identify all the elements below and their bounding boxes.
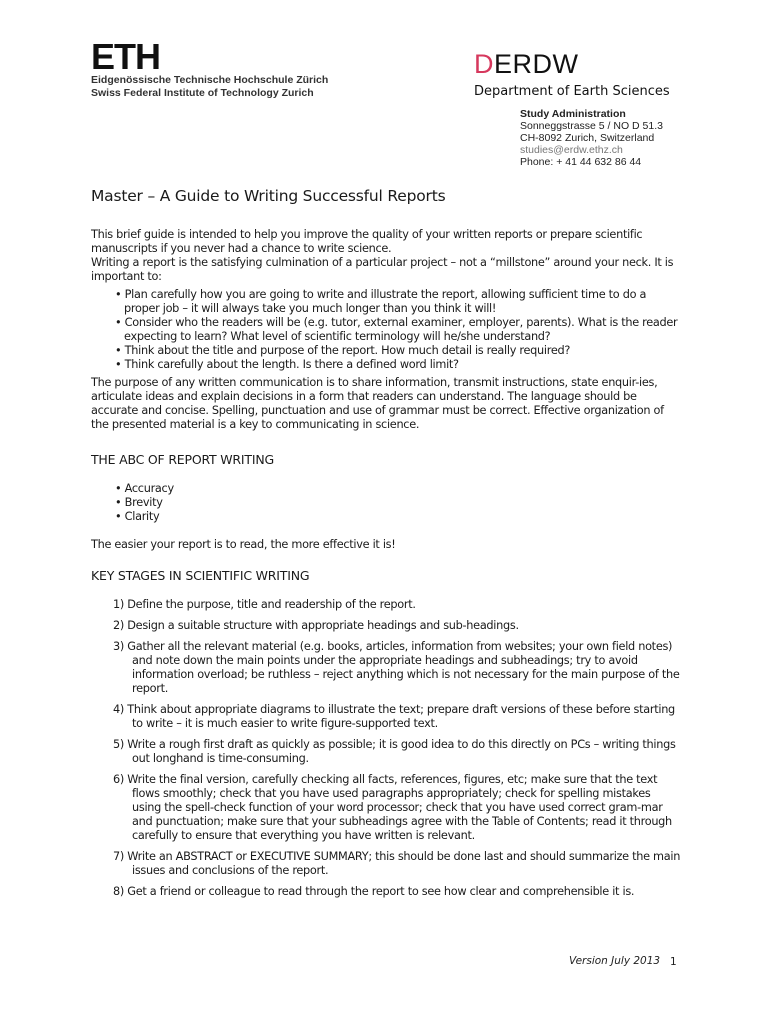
derdw-wordmark — [474, 50, 670, 78]
abc-list — [115, 482, 681, 524]
stage-item: 8) Get a friend or colleague to read through the report to see how clear and comprehensible it is. — [113, 885, 635, 898]
important-list — [91, 288, 681, 372]
list-item: • Clarity — [115, 510, 681, 524]
intro-paragraph-2: Writing a report is the satisfying culmination of a particular project – not a “millstone” around your neck. It is important to: — [91, 256, 674, 283]
document-title: Master – A Guide to Writing Successful Reports — [91, 187, 446, 205]
stage-item: 4) Think about appropriate diagrams to illustrate the text; prepare draft versions of these before starting to write – it is much easier to write figure-supported text. — [113, 703, 675, 730]
eth-logo — [91, 36, 329, 100]
easier-paragraph: The easier your report is to read, the more effective it is! — [91, 538, 396, 551]
derdw-logo — [474, 50, 670, 99]
contact-phone: Phone: + 41 44 632 86 44 — [520, 156, 642, 168]
contact-heading: Study Administration — [520, 108, 626, 120]
stages-list — [113, 598, 681, 899]
document-body — [91, 186, 681, 906]
department-name: Department of Earth Sciences — [474, 84, 670, 99]
list-item: • Think about the title and purpose of the report. How much detail is really required? — [115, 344, 681, 358]
stages-heading: KEY STAGES IN SCIENTIFIC WRITING — [91, 568, 310, 583]
intro-paragraph-1: This brief guide is intended to help you improve the quality of your written reports or prepare scientific manuscripts if you never had a chance to write science. — [91, 228, 643, 255]
version-label: Version July 2013 — [569, 955, 661, 967]
eth-wordmark: ETH — [91, 36, 160, 77]
list-item: • Accuracy — [115, 482, 681, 496]
eth-name-english: Swiss Federal Institute of Technology Zurich — [91, 87, 314, 99]
stage-item: 7) Write an ABSTRACT or EXECUTIVE SUMMARY; this should be done last and should summarize the main issues and conclusions of the report. — [113, 850, 681, 877]
contact-email[interactable]: studies@erdw.ethz.ch — [520, 144, 623, 156]
eth-name-german: Eidgenössische Technische Hochschule Zürich — [91, 74, 329, 86]
stage-item: 3) Gather all the relevant material (e.g. books, articles, information from websites; your own field notes) and note down the main points under the appropriate headings and subheadings; try to avoid information overload; be ruthless – reject anything which is not necessary for the main purpose of the report. — [113, 640, 680, 695]
contact-address-line1: Sonneggstrasse 5 / NO D 51.3 — [520, 120, 663, 132]
contact-block — [520, 108, 663, 168]
purpose-paragraph: The purpose of any written communication is to share information, transmit instructions, state enquir-ies, articulate ideas and explain decisions in a form that readers can understand. The language should be accurate and concise. Spelling, punctuation and use of grammar must be correct. Effective organization of the presented material is a key to communicating in science. — [91, 376, 664, 431]
page-number: 1 — [670, 956, 677, 968]
list-item: • Plan carefully how you are going to write and illustrate the report, allowing sufficient time to do a proper job – it will always take you much longer than you think it will! — [115, 288, 681, 316]
contact-address-line2: CH-8092 Zurich, Switzerland — [520, 132, 655, 144]
stage-item: 2) Design a suitable structure with appropriate headings and sub-headings. — [113, 619, 519, 632]
abc-heading: THE ABC OF REPORT WRITING — [91, 452, 274, 467]
list-item: • Think carefully about the length. Is there a defined word limit? — [115, 358, 681, 372]
derdw-rest: ERDW — [494, 49, 579, 79]
stage-item: 1) Define the purpose, title and readership of the report. — [113, 598, 416, 611]
stage-item: 6) Write the final version, carefully checking all facts, references, figures, etc; make sure that the text flows smoothly; check that you have used paragraphs appropriately; check for spelling mistakes using the spell-check function of your word processor; check that you have used correct gram-mar and punctuation; make sure that your subheadings agree with the Table of Contents; read it through carefully to ensure that everything you have written is relevant. — [113, 773, 672, 842]
stage-item: 5) Write a rough first draft as quickly as possible; it is good idea to do this directly on PCs – writing things out longhand is time-consuming. — [113, 738, 676, 765]
list-item: • Consider who the readers will be (e.g. tutor, external examiner, employer, parents). What is the reader expecting to learn? What level of scientific terminology will he/she understand? — [115, 316, 681, 344]
derdw-accent-letter: D — [474, 49, 494, 79]
list-item: • Brevity — [115, 496, 681, 510]
